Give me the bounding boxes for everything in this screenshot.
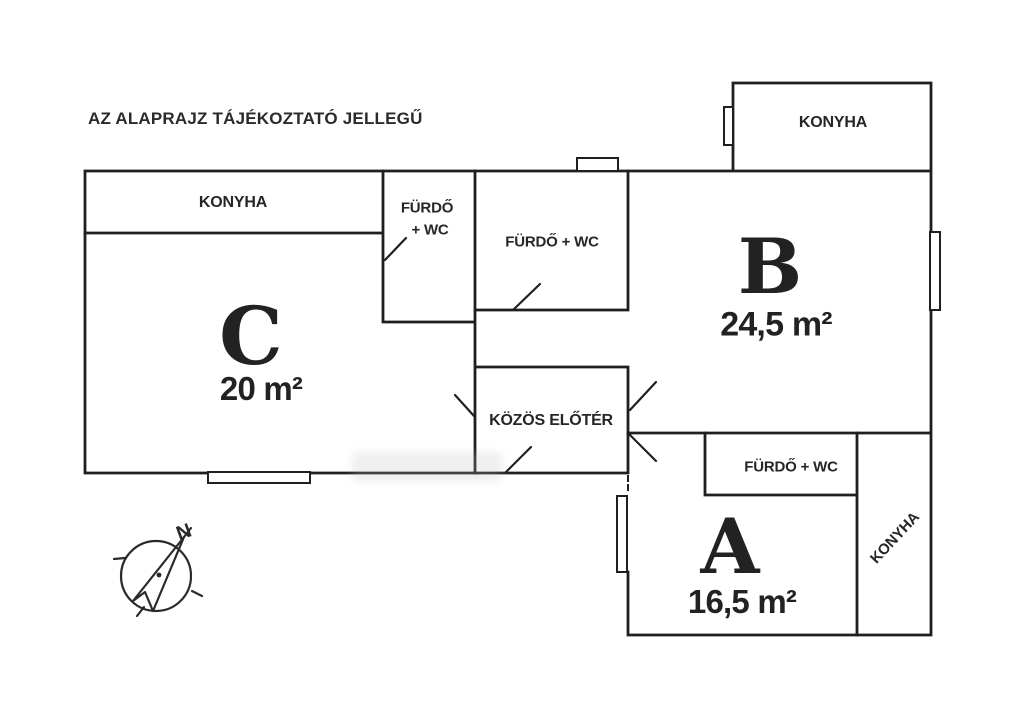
window-unit-a <box>617 496 627 572</box>
walls <box>85 83 931 635</box>
room-label-kitchen-c: KONYHA <box>198 194 268 211</box>
window-top <box>577 158 618 171</box>
door-swing-unit-b <box>630 382 656 410</box>
unit-c-area: 20 m² <box>219 370 303 407</box>
door-swing-hall-left <box>455 395 474 416</box>
room-label-bath-b: FÜRDŐ + WC <box>505 233 599 251</box>
compass-tick-east <box>192 591 202 596</box>
room-label-kitchen-b: KONYHA <box>798 114 868 131</box>
outer-walls <box>85 83 931 635</box>
window-unit-b <box>930 232 940 310</box>
door-swings <box>385 238 656 472</box>
compass-center-dot <box>157 573 162 578</box>
watermark <box>352 452 502 482</box>
room-label-kitchen-a: KONYHA <box>867 508 923 568</box>
door-swing-bath-c <box>385 238 406 260</box>
unit-b-letter: B <box>737 222 803 311</box>
unit-a-area: 16,5 m² <box>687 583 797 620</box>
unit-b-area: 24,5 m² <box>720 305 832 344</box>
door-swing-bath-b <box>513 284 540 310</box>
compass <box>114 520 202 616</box>
window-unit-c <box>208 472 310 483</box>
disclaimer-text: AZ ALAPRAJZ TÁJÉKOZTATÓ JELLEGŰ <box>88 109 423 128</box>
room-label-hall: KÖZÖS ELŐTÉR <box>489 412 613 429</box>
door-swing-hall-entrance <box>506 447 531 472</box>
compass-circle <box>121 541 191 611</box>
room-label-bath-c-line2: + WC <box>411 221 449 239</box>
room-label-bath-a: FÜRDŐ + WC <box>744 458 838 476</box>
room-label-bath-c-line1: FÜRDŐ <box>400 199 454 217</box>
unit-a-letter: A <box>700 502 760 591</box>
compass-north-label: N <box>173 519 195 546</box>
compass-tick-west <box>114 558 125 559</box>
door-swing-unit-a <box>630 435 656 461</box>
unit-c-letter: C <box>219 289 283 383</box>
window-kitchen-b <box>724 107 733 145</box>
